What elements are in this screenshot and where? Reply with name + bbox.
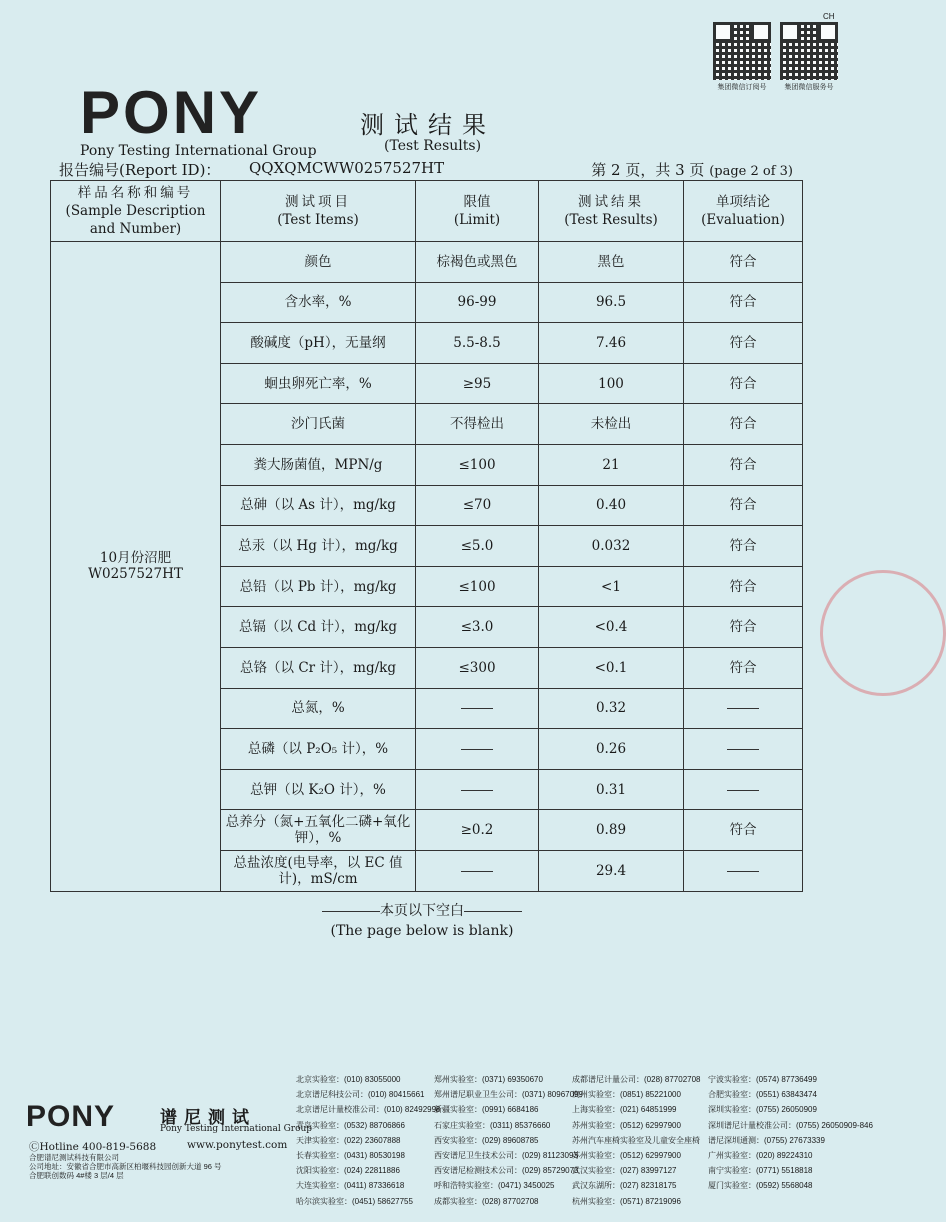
evaluation-value: 符合 bbox=[684, 566, 803, 607]
lab-entry bbox=[296, 1104, 441, 1119]
dash-mark bbox=[727, 708, 759, 709]
lab-name: 北京实验室： bbox=[296, 1075, 344, 1084]
lab-entry bbox=[296, 1180, 441, 1195]
evaluation-value: 符合 bbox=[684, 526, 803, 567]
blank-note-cn: 本页以下空白 bbox=[380, 903, 464, 919]
logo-subtitle: Pony Testing International Group bbox=[80, 143, 317, 159]
lab-name: 深圳实验室： bbox=[708, 1105, 756, 1115]
lab-phone: (029) 85729073 bbox=[522, 1166, 579, 1176]
limit-value: ≥0.2 bbox=[416, 810, 539, 851]
lab-column bbox=[708, 1074, 873, 1196]
lab-entry bbox=[572, 1165, 701, 1180]
lab-entry bbox=[434, 1165, 583, 1180]
lab-entry bbox=[572, 1089, 701, 1104]
lab-entry bbox=[572, 1074, 701, 1089]
limit-value: 棕褐色或黑色 bbox=[416, 242, 539, 283]
evaluation-value bbox=[684, 688, 803, 729]
lab-phone: (0431) 80530198 bbox=[344, 1150, 405, 1160]
lab-phone: (0991) 6684186 bbox=[482, 1105, 539, 1115]
lab-phone: (028) 87702708 bbox=[482, 1196, 539, 1206]
test-item: 总汞（以 Hg 计），mg/kg bbox=[221, 526, 416, 567]
limit-value bbox=[416, 769, 539, 810]
lab-name: 郑州谱尼职业卫生公司： bbox=[434, 1090, 522, 1100]
blank-note-cn-line bbox=[300, 901, 544, 921]
sample-name: 10月份沼肥 bbox=[99, 550, 172, 567]
header-sample-cn: 样品名称和编号 bbox=[77, 185, 194, 201]
lab-entry bbox=[708, 1180, 873, 1195]
test-item: 酸碱度（pH），无量纲 bbox=[221, 323, 416, 364]
lab-phone: (0471) 3450025 bbox=[498, 1181, 555, 1191]
evaluation-value: 符合 bbox=[684, 810, 803, 851]
lab-entry bbox=[434, 1180, 583, 1195]
lab-entry bbox=[708, 1104, 873, 1119]
lab-entry bbox=[572, 1150, 701, 1165]
lab-name: 杭州实验室： bbox=[572, 1196, 620, 1206]
lab-name: 西安实验室： bbox=[434, 1135, 482, 1145]
lab-entry bbox=[572, 1196, 701, 1211]
lab-phone: (010) 80415661 bbox=[368, 1090, 425, 1100]
lab-name: 苏州实验室： bbox=[572, 1120, 620, 1130]
lab-name: 哈尔滨实验室： bbox=[296, 1196, 352, 1206]
footer-hotline: ⒸHotline 400-819-5688 bbox=[29, 1141, 157, 1153]
dash-mark bbox=[727, 790, 759, 791]
lab-phone: (0371) 69350670 bbox=[482, 1075, 543, 1084]
header-limit-cn: 限值 bbox=[463, 194, 491, 210]
header-item-cn: 测试项目 bbox=[285, 194, 351, 210]
limit-value bbox=[416, 688, 539, 729]
lab-name: 西安谱尼卫生技术公司： bbox=[434, 1150, 522, 1160]
evaluation-value: 符合 bbox=[684, 607, 803, 648]
header-result-cn: 测试结果 bbox=[578, 194, 644, 210]
header-sample bbox=[51, 181, 221, 242]
test-item: 总铬（以 Cr 计），mg/kg bbox=[221, 647, 416, 688]
lab-entry bbox=[296, 1165, 441, 1180]
lab-entry bbox=[434, 1135, 583, 1150]
document-title-en: (Test Results) bbox=[384, 138, 482, 154]
lab-phone: (029) 89608785 bbox=[482, 1135, 539, 1145]
result-value: 29.4 bbox=[539, 850, 684, 891]
test-item: 总镉（以 Cd 计），mg/kg bbox=[221, 607, 416, 648]
footer-address-line: 合肥联创数码 4#楼 3 层/4 层 bbox=[29, 1171, 124, 1180]
lab-name: 呼和浩特实验室： bbox=[434, 1181, 498, 1191]
lab-column bbox=[572, 1074, 701, 1211]
limit-value: ≤300 bbox=[416, 647, 539, 688]
blank-note-en: (The page below is blank) bbox=[330, 923, 514, 939]
result-value: 未检出 bbox=[539, 404, 684, 445]
dash-mark bbox=[461, 871, 493, 872]
lab-column bbox=[434, 1074, 583, 1211]
rule-line bbox=[322, 911, 380, 912]
evaluation-value: 符合 bbox=[684, 647, 803, 688]
header-result bbox=[539, 181, 684, 242]
result-value: 21 bbox=[539, 444, 684, 485]
lab-phone: (0771) 5518818 bbox=[756, 1166, 813, 1176]
test-item: 总氮，% bbox=[221, 688, 416, 729]
report-info-row bbox=[59, 159, 793, 180]
lab-phone: (024) 22811886 bbox=[344, 1166, 400, 1176]
lab-phone: (0512) 62997900 bbox=[620, 1120, 681, 1130]
lab-name: 石家庄实验室： bbox=[434, 1120, 490, 1130]
evaluation-value: 符合 bbox=[684, 404, 803, 445]
lab-name: 郑州实验室： bbox=[434, 1075, 482, 1084]
lab-name: 贵州实验室： bbox=[572, 1090, 620, 1100]
test-item: 总砷（以 As 计），mg/kg bbox=[221, 485, 416, 526]
lab-name: 北京谱尼计量校准公司： bbox=[296, 1105, 384, 1115]
table-header-row bbox=[51, 181, 803, 242]
lab-phone: (021) 64851999 bbox=[620, 1105, 677, 1115]
lab-phone: (0571) 87219096 bbox=[620, 1196, 681, 1206]
result-value: 0.40 bbox=[539, 485, 684, 526]
lab-name: 北京谱尼科技公司： bbox=[296, 1090, 368, 1100]
result-value: <0.1 bbox=[539, 647, 684, 688]
qr-code-service bbox=[778, 22, 840, 92]
lab-phone: (0851) 85221000 bbox=[620, 1090, 681, 1100]
lab-name: 大连实验室： bbox=[296, 1181, 344, 1191]
result-value: 0.31 bbox=[539, 769, 684, 810]
company-logo bbox=[80, 79, 263, 146]
dash-mark bbox=[461, 708, 493, 709]
lab-phone: (028) 87702708 bbox=[644, 1075, 701, 1084]
lab-entry bbox=[296, 1150, 441, 1165]
header-item bbox=[221, 181, 416, 242]
footer-address-line: 合肥谱尼测试科技有限公司 bbox=[29, 1153, 119, 1162]
lab-phone: (027) 83997127 bbox=[620, 1166, 677, 1176]
evaluation-value: 符合 bbox=[684, 363, 803, 404]
report-id-label: 报告编号(Report ID)： bbox=[59, 161, 221, 179]
lab-entry bbox=[296, 1135, 441, 1150]
lab-phone: (020) 89224310 bbox=[756, 1150, 813, 1160]
test-item: 总磷（以 P₂O₅ 计），% bbox=[221, 729, 416, 770]
lab-entry bbox=[572, 1180, 701, 1195]
lab-entry bbox=[296, 1120, 441, 1135]
lab-phone: (0311) 85376660 bbox=[490, 1120, 551, 1130]
header-evaluation-cn: 单项结论 bbox=[716, 194, 770, 210]
evaluation-value bbox=[684, 850, 803, 891]
lab-name: 武汉实验室： bbox=[572, 1166, 620, 1176]
lab-phone: (010) 83055000 bbox=[344, 1075, 401, 1084]
lab-phone: (0371) 80967099 bbox=[522, 1090, 583, 1100]
test-item: 总养分（氮+五氧化二磷+氧化钾），% bbox=[221, 810, 416, 851]
lab-entry bbox=[708, 1165, 873, 1180]
header-limit-en: (Limit) bbox=[453, 212, 501, 228]
document-title-cn: 测试结果 bbox=[360, 111, 496, 139]
qr-code-subscription bbox=[711, 22, 773, 92]
lab-name: 深圳谱尼计量校准公司： bbox=[708, 1120, 796, 1130]
lab-name: 厦门实验室： bbox=[708, 1181, 756, 1191]
lab-name: 广州实验室： bbox=[708, 1150, 756, 1160]
result-value: 96.5 bbox=[539, 282, 684, 323]
lab-name: 西安谱尼检测技术公司： bbox=[434, 1166, 522, 1176]
lab-phone: (0411) 87336618 bbox=[344, 1181, 405, 1191]
limit-value: ≤5.0 bbox=[416, 526, 539, 567]
lab-entry bbox=[434, 1150, 583, 1165]
lab-phone: (0512) 62997900 bbox=[620, 1150, 681, 1160]
qr-caption: 集团微信订阅号 bbox=[717, 84, 767, 91]
lab-name: 苏州汽车座椅实验室及儿童安全座椅 bbox=[572, 1135, 700, 1145]
rule-line bbox=[464, 911, 522, 912]
lab-entry bbox=[708, 1120, 873, 1135]
evaluation-value: 符合 bbox=[684, 282, 803, 323]
result-value: 0.032 bbox=[539, 526, 684, 567]
limit-value: ≥95 bbox=[416, 363, 539, 404]
test-item: 含水率，% bbox=[221, 282, 416, 323]
lab-name: 合肥实验室： bbox=[708, 1090, 756, 1100]
page-indicator-en: (page 2 of 3) bbox=[709, 164, 793, 179]
lab-phone: (0551) 63843474 bbox=[756, 1090, 817, 1100]
lab-entry bbox=[572, 1120, 701, 1135]
evaluation-value: 符合 bbox=[684, 323, 803, 364]
report-id: QQXQMCWW0257527HT bbox=[249, 159, 445, 177]
sample-cell bbox=[51, 242, 221, 892]
logo-text: PONY bbox=[80, 79, 263, 146]
lab-phone: (010) 82492998 bbox=[384, 1105, 441, 1115]
header-evaluation bbox=[684, 181, 803, 242]
footer-logo bbox=[26, 1102, 115, 1132]
footer-website: www.ponytest.com bbox=[187, 1139, 288, 1151]
result-value: 黑色 bbox=[539, 242, 684, 283]
lab-entry bbox=[708, 1135, 873, 1150]
page-code: CH bbox=[823, 12, 835, 21]
lab-phone: (022) 23607888 bbox=[344, 1135, 401, 1145]
lab-phone: (029) 81123093 bbox=[522, 1150, 578, 1160]
result-value: 7.46 bbox=[539, 323, 684, 364]
lab-name: 成都实验室： bbox=[434, 1196, 482, 1206]
lab-phone: (0451) 58627755 bbox=[352, 1196, 413, 1206]
footer-brand-en: Pony Testing International Group bbox=[160, 1124, 313, 1134]
evaluation-value: 符合 bbox=[684, 242, 803, 283]
limit-value bbox=[416, 850, 539, 891]
dash-mark bbox=[727, 749, 759, 750]
footer-brand-cn: 谱尼测试 bbox=[160, 1108, 256, 1128]
lab-name: 新疆实验室： bbox=[434, 1105, 482, 1115]
limit-value: ≤100 bbox=[416, 444, 539, 485]
dash-mark bbox=[727, 871, 759, 872]
lab-entry bbox=[434, 1120, 583, 1135]
result-value: 0.26 bbox=[539, 729, 684, 770]
header-evaluation-en: (Evaluation) bbox=[701, 212, 785, 228]
evaluation-value: 符合 bbox=[684, 444, 803, 485]
test-item: 蛔虫卵死亡率，% bbox=[221, 363, 416, 404]
lab-phone: (0592) 5568048 bbox=[756, 1181, 813, 1191]
header-limit bbox=[416, 181, 539, 242]
lab-phone: (027) 82318175 bbox=[620, 1181, 677, 1191]
lab-entry bbox=[296, 1196, 441, 1211]
blank-page-note bbox=[300, 901, 544, 941]
test-item: 沙门氏菌 bbox=[221, 404, 416, 445]
lab-entry bbox=[708, 1089, 873, 1104]
evaluation-value bbox=[684, 729, 803, 770]
footer-address-line: 公司地址：安徽省合肥市高新区柏堰科技园创新大道 96 号 bbox=[29, 1162, 222, 1171]
test-results-table bbox=[50, 180, 803, 892]
test-item: 颜色 bbox=[221, 242, 416, 283]
page-indicator bbox=[591, 159, 793, 180]
lab-name: 天津实验室： bbox=[296, 1135, 344, 1145]
lab-name: 武汉东湖所： bbox=[572, 1181, 620, 1191]
header-sample-en: (Sample Description and Number) bbox=[65, 203, 206, 237]
sample-code: W0257527HT bbox=[88, 566, 183, 583]
footer-logo-text: PONY bbox=[26, 1100, 116, 1133]
lab-entry bbox=[434, 1196, 583, 1211]
lab-name: 南宁实验室： bbox=[708, 1166, 756, 1176]
lab-phone: (0755) 27673339 bbox=[764, 1135, 825, 1145]
test-item: 总铅（以 Pb 计），mg/kg bbox=[221, 566, 416, 607]
evaluation-value: 符合 bbox=[684, 485, 803, 526]
dash-mark bbox=[461, 790, 493, 791]
result-value: <1 bbox=[539, 566, 684, 607]
lab-entry bbox=[572, 1135, 701, 1150]
lab-name: 沈阳实验室： bbox=[296, 1166, 344, 1176]
qr-caption: 集团微信服务号 bbox=[784, 84, 834, 91]
limit-value: 5.5-8.5 bbox=[416, 323, 539, 364]
test-item: 总盐浓度(电导率，以 EC 值计)，mS/cm bbox=[221, 850, 416, 891]
lab-phone: (0755) 26050909 bbox=[756, 1105, 817, 1115]
header-result-en: (Test Results) bbox=[564, 212, 658, 228]
header-item-en: (Test Items) bbox=[277, 212, 359, 228]
red-seal-stamp bbox=[820, 570, 946, 696]
qr-code-icon bbox=[780, 22, 838, 80]
test-item: 粪大肠菌值，MPN/g bbox=[221, 444, 416, 485]
lab-name: 青岛实验室： bbox=[296, 1120, 344, 1130]
limit-value: ≤3.0 bbox=[416, 607, 539, 648]
lab-entry bbox=[708, 1074, 873, 1089]
lab-entry bbox=[434, 1074, 583, 1089]
lab-name: 苏州实验室： bbox=[572, 1150, 620, 1160]
lab-entry bbox=[296, 1089, 441, 1104]
lab-entry bbox=[434, 1104, 583, 1119]
lab-entry bbox=[434, 1089, 583, 1104]
limit-value: 96-99 bbox=[416, 282, 539, 323]
limit-value: ≤100 bbox=[416, 566, 539, 607]
lab-phone: (0532) 88706866 bbox=[344, 1120, 405, 1130]
lab-name: 长春实验室： bbox=[296, 1150, 344, 1160]
table-row bbox=[51, 242, 803, 283]
result-value: 100 bbox=[539, 363, 684, 404]
lab-column bbox=[296, 1074, 441, 1211]
lab-entry bbox=[572, 1104, 701, 1119]
evaluation-value bbox=[684, 769, 803, 810]
lab-name: 宁波实验室： bbox=[708, 1075, 756, 1084]
limit-value: 不得检出 bbox=[416, 404, 539, 445]
result-value: <0.4 bbox=[539, 607, 684, 648]
lab-entry bbox=[708, 1150, 873, 1165]
result-value: 0.32 bbox=[539, 688, 684, 729]
limit-value: ≤70 bbox=[416, 485, 539, 526]
lab-phone: (0755) 26050909-846 bbox=[796, 1120, 873, 1130]
qr-code-icon bbox=[713, 22, 771, 80]
lab-entry bbox=[296, 1074, 441, 1089]
result-value: 0.89 bbox=[539, 810, 684, 851]
test-item: 总钾（以 K₂O 计），% bbox=[221, 769, 416, 810]
lab-name: 谱尼深圳通测： bbox=[708, 1135, 764, 1145]
limit-value bbox=[416, 729, 539, 770]
lab-name: 上海实验室： bbox=[572, 1105, 620, 1115]
lab-name: 成都谱尼计量公司： bbox=[572, 1075, 644, 1084]
dash-mark bbox=[461, 749, 493, 750]
lab-phone: (0574) 87736499 bbox=[756, 1075, 817, 1084]
page-indicator-cn: 第 2 页，共 3 页 bbox=[591, 161, 705, 179]
